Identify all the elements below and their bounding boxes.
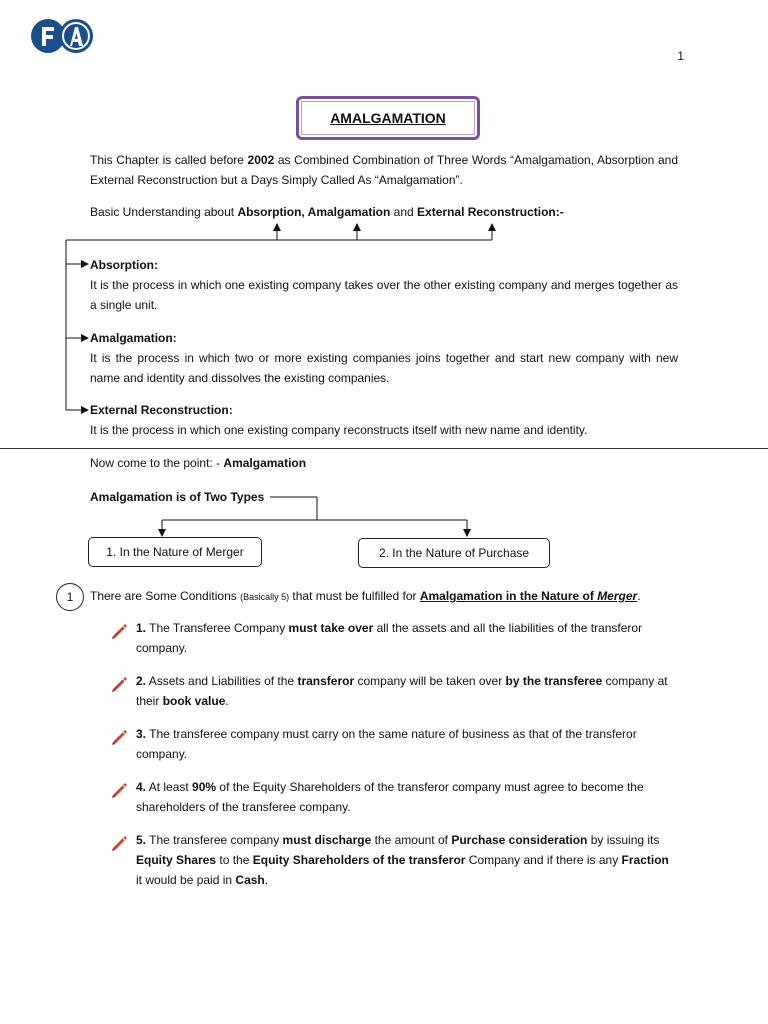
condition-text: 90% (192, 780, 217, 794)
condition-number: 2. (136, 674, 147, 688)
condition-number: 3. (136, 727, 147, 741)
condition-item (136, 777, 678, 817)
condition-text: Equity Shareholders of the transferor (252, 853, 466, 867)
condition-text: company at their (136, 674, 668, 708)
condition-text: . (264, 873, 269, 887)
intro-paragraph: This Chapter is called before 2002 as Combined Combination of Three Words “Amalgamation, Absorption and External Reconstruction but a Days Simply Called As “Amalgamation”. (90, 153, 678, 187)
pen-bullet-icon (108, 673, 132, 693)
condition-text: the amount of (371, 833, 452, 847)
condition-number: 5. (136, 833, 147, 847)
condition-number: 1. (136, 621, 147, 635)
condition-text: At least (146, 780, 193, 794)
condition-text: Cash (235, 873, 265, 887)
condition-text: of the Equity Shareholders of the transferor company must agree to become the shareholders of the transferee company. (136, 780, 644, 814)
condition-text: . (225, 694, 229, 708)
condition-text: transferor (297, 674, 355, 688)
pen-bullet-icon (108, 726, 132, 746)
condition-item (136, 618, 678, 658)
condition-text: it would be paid in (136, 873, 236, 887)
conditions-heading: There are Some Conditions (Basically 5) that must be fulfilled for Amalgamation in the Nature of Merger. (90, 589, 641, 603)
condition-text: must discharge (282, 833, 372, 847)
condition-text: Fraction (621, 853, 669, 867)
condition-number: 4. (136, 780, 147, 794)
condition-item (136, 830, 678, 890)
pen-bullet-icon (108, 620, 132, 640)
condition-text: company will be taken over (354, 674, 506, 688)
definition-external-reconstruction: External Reconstruction: It is the process in which one existing company reconstructs itself with new name and identity. (90, 403, 588, 437)
condition-text: by the transferee (505, 674, 603, 688)
types-heading: Amalgamation is of Two Types (90, 490, 265, 504)
type-box-purchase: 2. In the Nature of Purchase (358, 538, 550, 568)
condition-text: must take over (288, 621, 374, 635)
condition-text: The transferee company must carry on the same nature of business as that of the transferor company. (136, 727, 637, 761)
condition-item (136, 671, 678, 711)
horizontal-rule (0, 448, 768, 449)
condition-text: to the (216, 853, 253, 867)
condition-text: The transferee company (146, 833, 283, 847)
definition-amalgamation: Amalgamation: It is the process in which two or more existing companies joins together and start new company with new name and identity and dissolves the existing companies. (90, 331, 678, 385)
condition-text: all the assets and all the liabilities of the transferor company. (136, 621, 643, 655)
pen-bullet-icon (108, 832, 132, 852)
definition-absorption: Absorption: It is the process in which one existing company takes over the other existing company and merges together as a single unit. (90, 258, 678, 312)
pen-bullet-icon (108, 779, 132, 799)
basic-understanding: Basic Understanding about Absorption, Amalgamation and External Reconstruction:- (90, 205, 564, 219)
point-line: Now come to the point: - Amalgamation (90, 456, 307, 470)
condition-text: Purchase consideration (451, 833, 588, 847)
section-number-circle: 1 (56, 583, 84, 611)
condition-text: Assets and Liabilities of the (146, 674, 298, 688)
condition-text: The Transferee Company (146, 621, 289, 635)
type-box-merger: 1. In the Nature of Merger (88, 537, 262, 567)
page-title: AMALGAMATION (330, 110, 446, 126)
condition-text: book value (162, 694, 226, 708)
condition-text: Company and if there is any (465, 853, 622, 867)
condition-text: Equity Shares (136, 853, 217, 867)
page-number: 1 (677, 49, 684, 63)
condition-item (136, 724, 678, 764)
condition-text: by issuing its (587, 833, 660, 847)
